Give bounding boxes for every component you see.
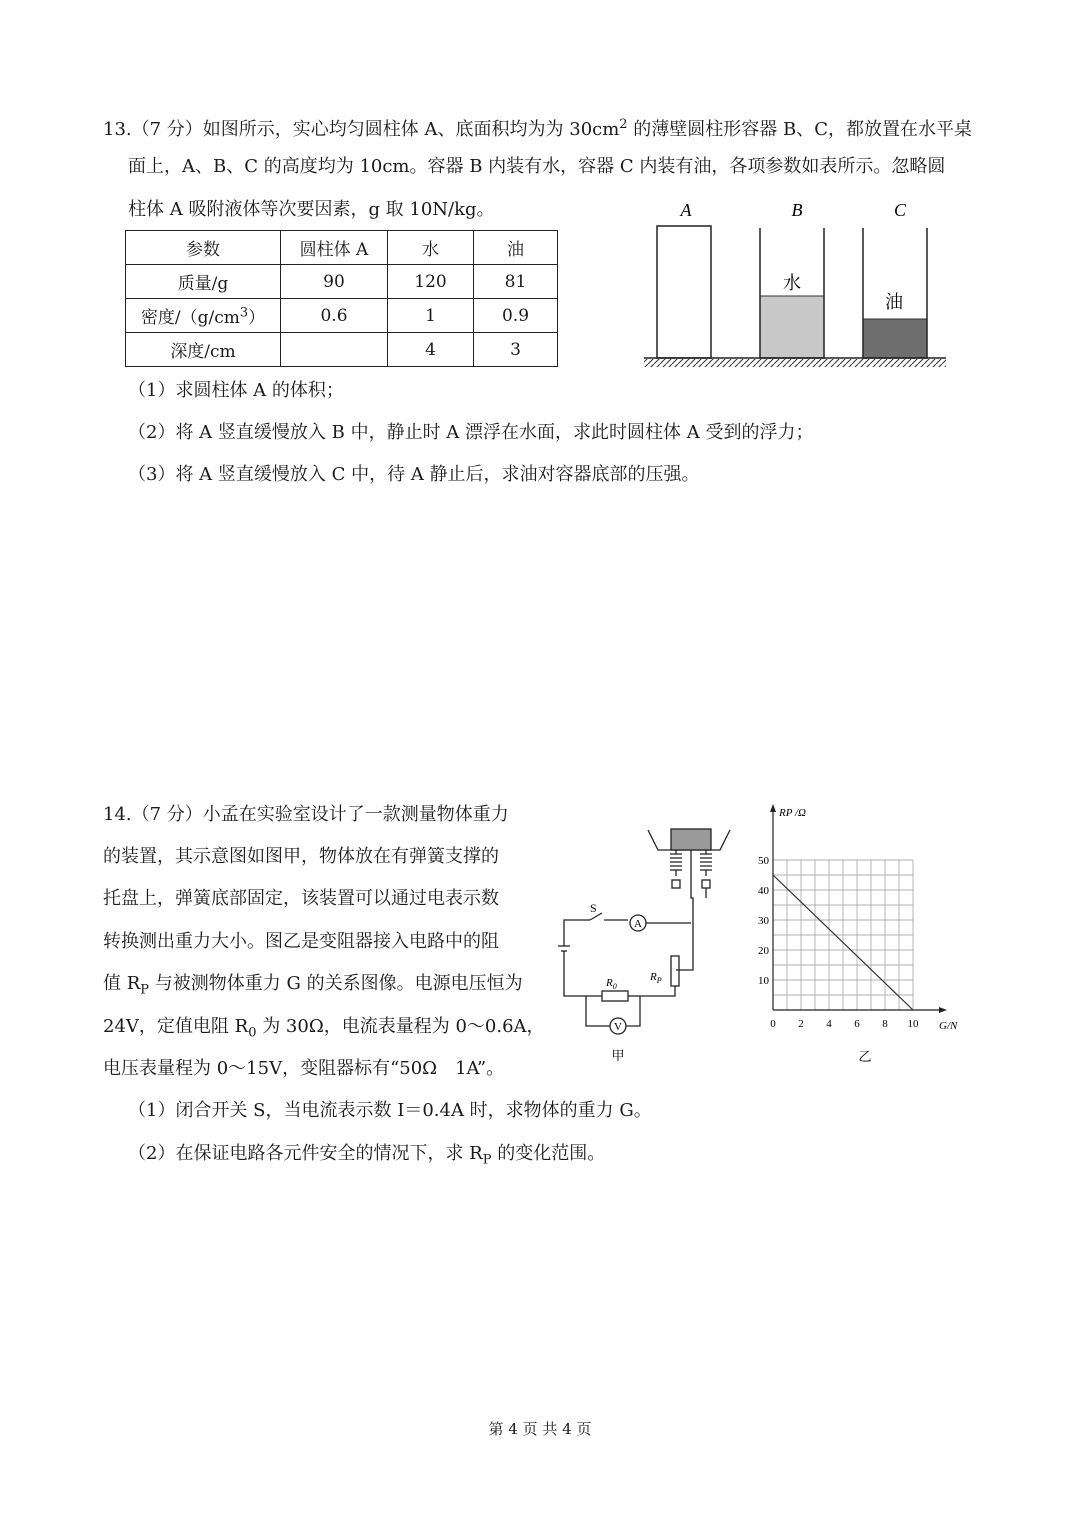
oil-label: 油 (885, 292, 903, 313)
table-cell (281, 333, 388, 367)
table-cell: 81 (474, 265, 558, 299)
table-header: 水 (388, 231, 474, 265)
table-cell: 0.6 (281, 299, 388, 333)
q13-question-1: （1）求圆柱体 A 的体积； (128, 380, 344, 401)
figure-caption-yi: 乙 (858, 1050, 872, 1065)
q14-stem-line1: 14.（7 分）小孟在实验室设计了一款测量物体重力 (103, 804, 509, 825)
table-cell: 质量/g (126, 265, 281, 299)
switch-label: S (590, 901, 597, 915)
y-tick-label: 30 (758, 915, 769, 927)
y-tick-label: 40 (758, 885, 769, 897)
rheostat-rp (671, 956, 679, 986)
x-tick-label: 6 (854, 1018, 860, 1030)
x-axis-label: G/N (939, 1020, 958, 1032)
q14-stem-line6: 24V，定值电阻 $R_0$ 为 30Ω，电流表量程为 0～0.6A， (103, 1016, 545, 1041)
y-tick-label: 20 (758, 945, 769, 957)
q14-circuit-figure (550, 820, 740, 1070)
x-axis-arrow (939, 1007, 947, 1013)
label-a: A (680, 200, 692, 220)
q14-stem-line2: 的装置，其示意图如图甲，物体放在有弹簧支撑的 (103, 846, 499, 867)
table-header: 油 (474, 231, 558, 265)
page-footer: 第 4 页 共 4 页 (488, 1420, 592, 1438)
ground-hatch (644, 359, 946, 367)
q14-stem-line3: 托盘上，弹簧底部固定，该装置可以通过电表示数 (103, 888, 499, 909)
table-header: 参数 (126, 231, 281, 265)
spring-right (700, 850, 712, 876)
table-header: 圆柱体 A (281, 231, 388, 265)
q14-stem-line4: 转换测出重力大小。图乙是变阻器接入电路中的阻 (103, 931, 499, 952)
y-axis-label: RP /Ω (779, 807, 807, 819)
figure-caption-jia: 甲 (611, 1049, 625, 1064)
y-tick-label: 50 (758, 855, 769, 867)
table-cell: 4 (388, 333, 474, 367)
q13-containers-figure (636, 196, 956, 376)
table-row (126, 265, 558, 299)
q13-question-2: （2）将 A 竖直缓慢放入 B 中，静止时 A 漂浮在水面，求此时圆柱体 A 受到的浮力； (128, 422, 814, 443)
r0-label: $R_0$ (606, 977, 617, 991)
y-axis-arrow (770, 804, 776, 812)
q13-stem-line1: 13.（7 分）如图所示，实心均匀圆柱体 A、底面积均为为 $30cm^2$ 的薄壁圆柱形容器 B、C，都放置在水平桌 (103, 117, 973, 140)
q14-question-1: （1）闭合开关 S，当电流表示数 I＝0.4A 时，求物体的重力 G。 (128, 1100, 652, 1121)
spring-left (670, 850, 682, 876)
cylinder-a (657, 226, 711, 358)
q13-question-3: （3）将 A 竖直缓慢放入 C 中，待 A 静止后，求油对容器底部的压强。 (128, 464, 700, 485)
table-cell: 深度/cm (126, 333, 281, 367)
ammeter-label: A (634, 918, 642, 930)
x-tick-label: 4 (826, 1018, 832, 1030)
rp-label: $R_P$ (650, 971, 662, 985)
x-tick-label: 10 (907, 1018, 919, 1030)
q13-stem-line3: 柱体 A 吸附液体等次要因素，g 取 10N/kg。 (128, 199, 495, 220)
table-cell: 0.9 (474, 299, 558, 333)
voltmeter-label: V (614, 1021, 622, 1033)
table-row (126, 299, 558, 333)
x-tick-label: 8 (882, 1018, 888, 1030)
water-fill (760, 296, 824, 358)
table-cell: 密度$/(g/cm^3)$ (126, 299, 281, 333)
table-row (126, 333, 558, 367)
q14-stem-line7: 电压表量程为 0～15V，变阻器标有“50Ω 1A”。 (103, 1058, 505, 1079)
q14-rp-g-chart (745, 800, 975, 1070)
table-cell: 1 (388, 299, 474, 333)
table-cell: 3 (474, 333, 558, 367)
x-tick-label: 0 (770, 1018, 776, 1030)
q14-stem-line5: 值 $R_P$ 与被测物体重力 G 的关系图像。电源电压恒为 (103, 973, 523, 998)
table-cell: 120 (388, 265, 474, 299)
resistor-r0 (602, 991, 628, 1001)
chart-grid (773, 860, 913, 1010)
table-cell: 90 (281, 265, 388, 299)
object-block (671, 829, 711, 850)
table-row (126, 231, 558, 265)
x-tick-label: 2 (798, 1018, 804, 1030)
label-c: C (893, 200, 907, 220)
y-tick-label: 10 (758, 975, 769, 987)
q14-question-2: （2）在保证电路各元件安全的情况下，求 $R_P$ 的变化范围。 (128, 1143, 606, 1168)
q13-parameter-table (125, 230, 558, 367)
q13-stem-line2: 面上，A、B、C 的高度均为 10cm。容器 B 内装有水，容器 C 内装有油，各项参数如表所示。忽略圆 (128, 156, 946, 177)
label-b: B (791, 200, 803, 220)
water-label: 水 (783, 273, 801, 294)
oil-fill (863, 319, 927, 358)
